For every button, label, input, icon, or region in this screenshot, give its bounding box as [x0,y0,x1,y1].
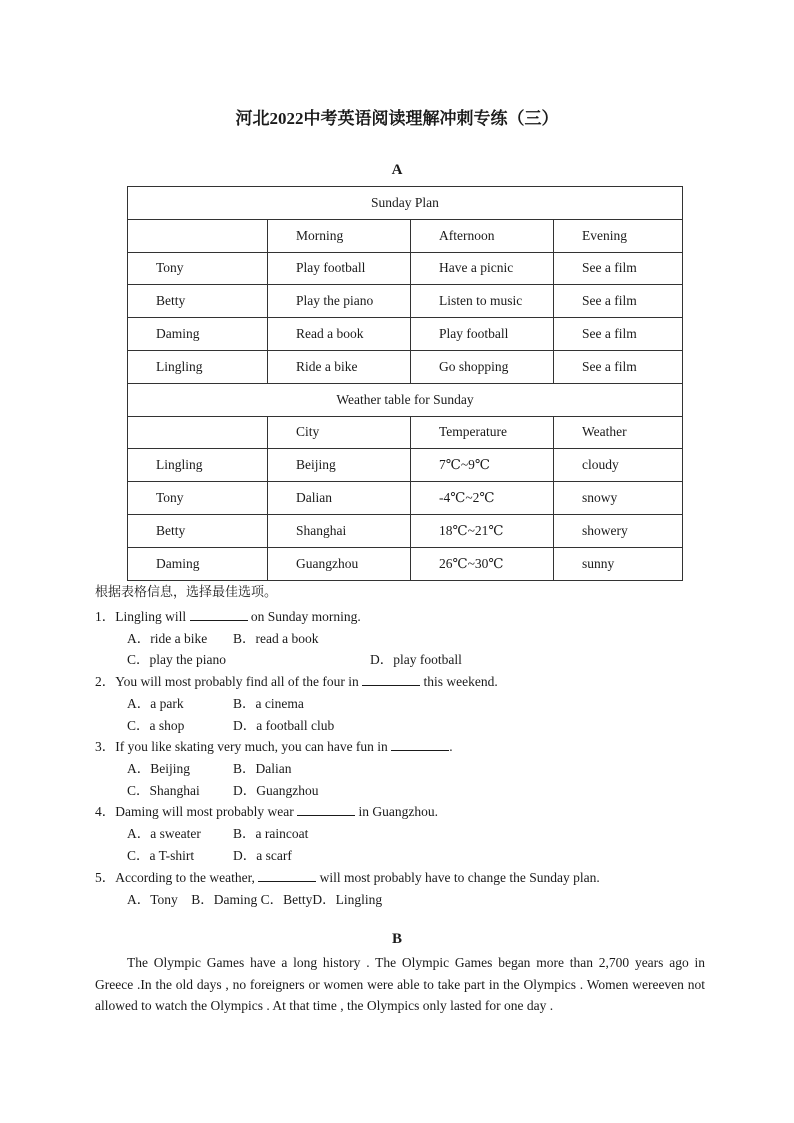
weather-cell: Dalian [268,482,411,515]
answer-blank [362,674,420,686]
option: A．ride a bike [127,631,208,646]
plan-row [128,252,683,285]
question-stem: this weekend. [423,674,498,689]
option: D．Guangzhou [233,783,319,798]
question-stem: 4．Daming will most probably wear [95,804,294,819]
weather-row [128,514,683,547]
plan-cell: Play football [411,318,554,351]
instruction-text: 根据表格信息，选择最佳选项。 [95,585,278,600]
plan-cell: Lingling [128,350,268,383]
weather-cell: snowy [554,482,683,515]
option: B．Dalian [233,761,292,776]
question-stem: . [449,739,453,754]
weather-cell: Guangzhou [268,547,411,580]
plan-header-row [128,219,683,252]
question-stem: 1．Lingling will [95,609,187,624]
plan-header-cell: Afternoon [411,219,554,252]
weather-header-cell [128,416,268,449]
answer-blank [391,739,449,751]
plan-cell: Listen to music [411,285,554,318]
option: C．play the piano [127,652,226,667]
option-line: A．Tony B．Daming C．BettyD．Lingling [127,892,383,907]
weather-caption: Weather table for Sunday [128,383,683,416]
option: D．play football [370,652,462,667]
plan-cell: Go shopping [411,350,554,383]
option: B．a cinema [233,696,304,711]
plan-row [128,350,683,383]
weather-cell: 18℃~21℃ [411,514,554,547]
option: C．Shanghai [127,783,200,798]
weather-row [128,482,683,515]
question-2 [95,670,498,690]
weather-cell: Lingling [128,449,268,482]
weather-cell: Daming [128,547,268,580]
answer-blank [297,804,355,816]
plan-cell: See a film [554,285,683,318]
weather-cell: Tony [128,482,268,515]
info-table [127,186,683,581]
plan-caption: Sunday Plan [128,187,683,220]
option: A．a park [127,696,184,711]
question-1 [95,605,361,625]
question-stem: 3．If you like skating very much, you can have fun in [95,739,388,754]
weather-cell: 7℃~9℃ [411,449,554,482]
option: B．a raincoat [233,826,309,841]
plan-cell: Daming [128,318,268,351]
plan-cell: Ride a bike [268,350,411,383]
weather-cell: cloudy [554,449,683,482]
weather-cell: Shanghai [268,514,411,547]
section-b-heading: B [391,931,402,947]
answer-blank [190,609,248,621]
page-title: 河北2022中考英语阅读理解冲刺专练（三） [235,109,559,128]
plan-cell: Read a book [268,318,411,351]
question-stem: 2．You will most probably find all of the four in [95,674,359,689]
weather-cell: 26℃~30℃ [411,547,554,580]
question-stem: will most probably have to change the Sunday plan. [319,870,600,885]
option: B．read a book [233,631,319,646]
question-stem: on Sunday morning. [250,609,361,624]
option: C．a shop [127,718,185,733]
plan-cell: Betty [128,285,268,318]
plan-header-cell [128,219,268,252]
section-a-heading: A [391,162,403,178]
plan-cell: Have a picnic [411,252,554,285]
weather-header-cell: Temperature [411,416,554,449]
answer-blank [258,870,316,882]
weather-header-cell: City [268,416,411,449]
plan-cell: Play the piano [268,285,411,318]
plan-row [128,285,683,318]
plan-cell: See a film [554,252,683,285]
weather-header-row [128,416,683,449]
weather-cell: Beijing [268,449,411,482]
question-stem: in Guangzhou. [358,804,438,819]
question-3 [95,735,453,755]
question-5 [95,866,600,886]
question-stem: 5．According to the weather, [95,870,255,885]
plan-row [128,318,683,351]
weather-cell: showery [554,514,683,547]
option: C．a T-shirt [127,848,195,863]
plan-cell: Play football [268,252,411,285]
option: D．a football club [233,718,335,733]
option: A．Beijing [127,761,190,776]
plan-header-cell: Morning [268,219,411,252]
weather-cell: sunny [554,547,683,580]
weather-caption-row [128,383,683,416]
plan-header-cell: Evening [554,219,683,252]
weather-cell: -4℃~2℃ [411,482,554,515]
weather-row [128,547,683,580]
plan-cell: Tony [128,252,268,285]
weather-cell: Betty [128,514,268,547]
passage-text: The Olympic Games have a long history . The Olympic Games began more than 2,700 years ago in Greece .In the old days , no foreigners or women were able to take part in the Olympics . Women wereeven not allowed to watch the Olympics . At that time , the Olympics only lasted for one day . [95,955,705,1014]
passage-b [95,952,705,1017]
plan-cell: See a film [554,318,683,351]
question-4 [95,800,438,820]
option: A．a sweater [127,826,201,841]
weather-header-cell: Weather [554,416,683,449]
plan-cell: See a film [554,350,683,383]
option: D．a scarf [233,848,292,863]
plan-caption-row [128,187,683,220]
weather-row [128,449,683,482]
